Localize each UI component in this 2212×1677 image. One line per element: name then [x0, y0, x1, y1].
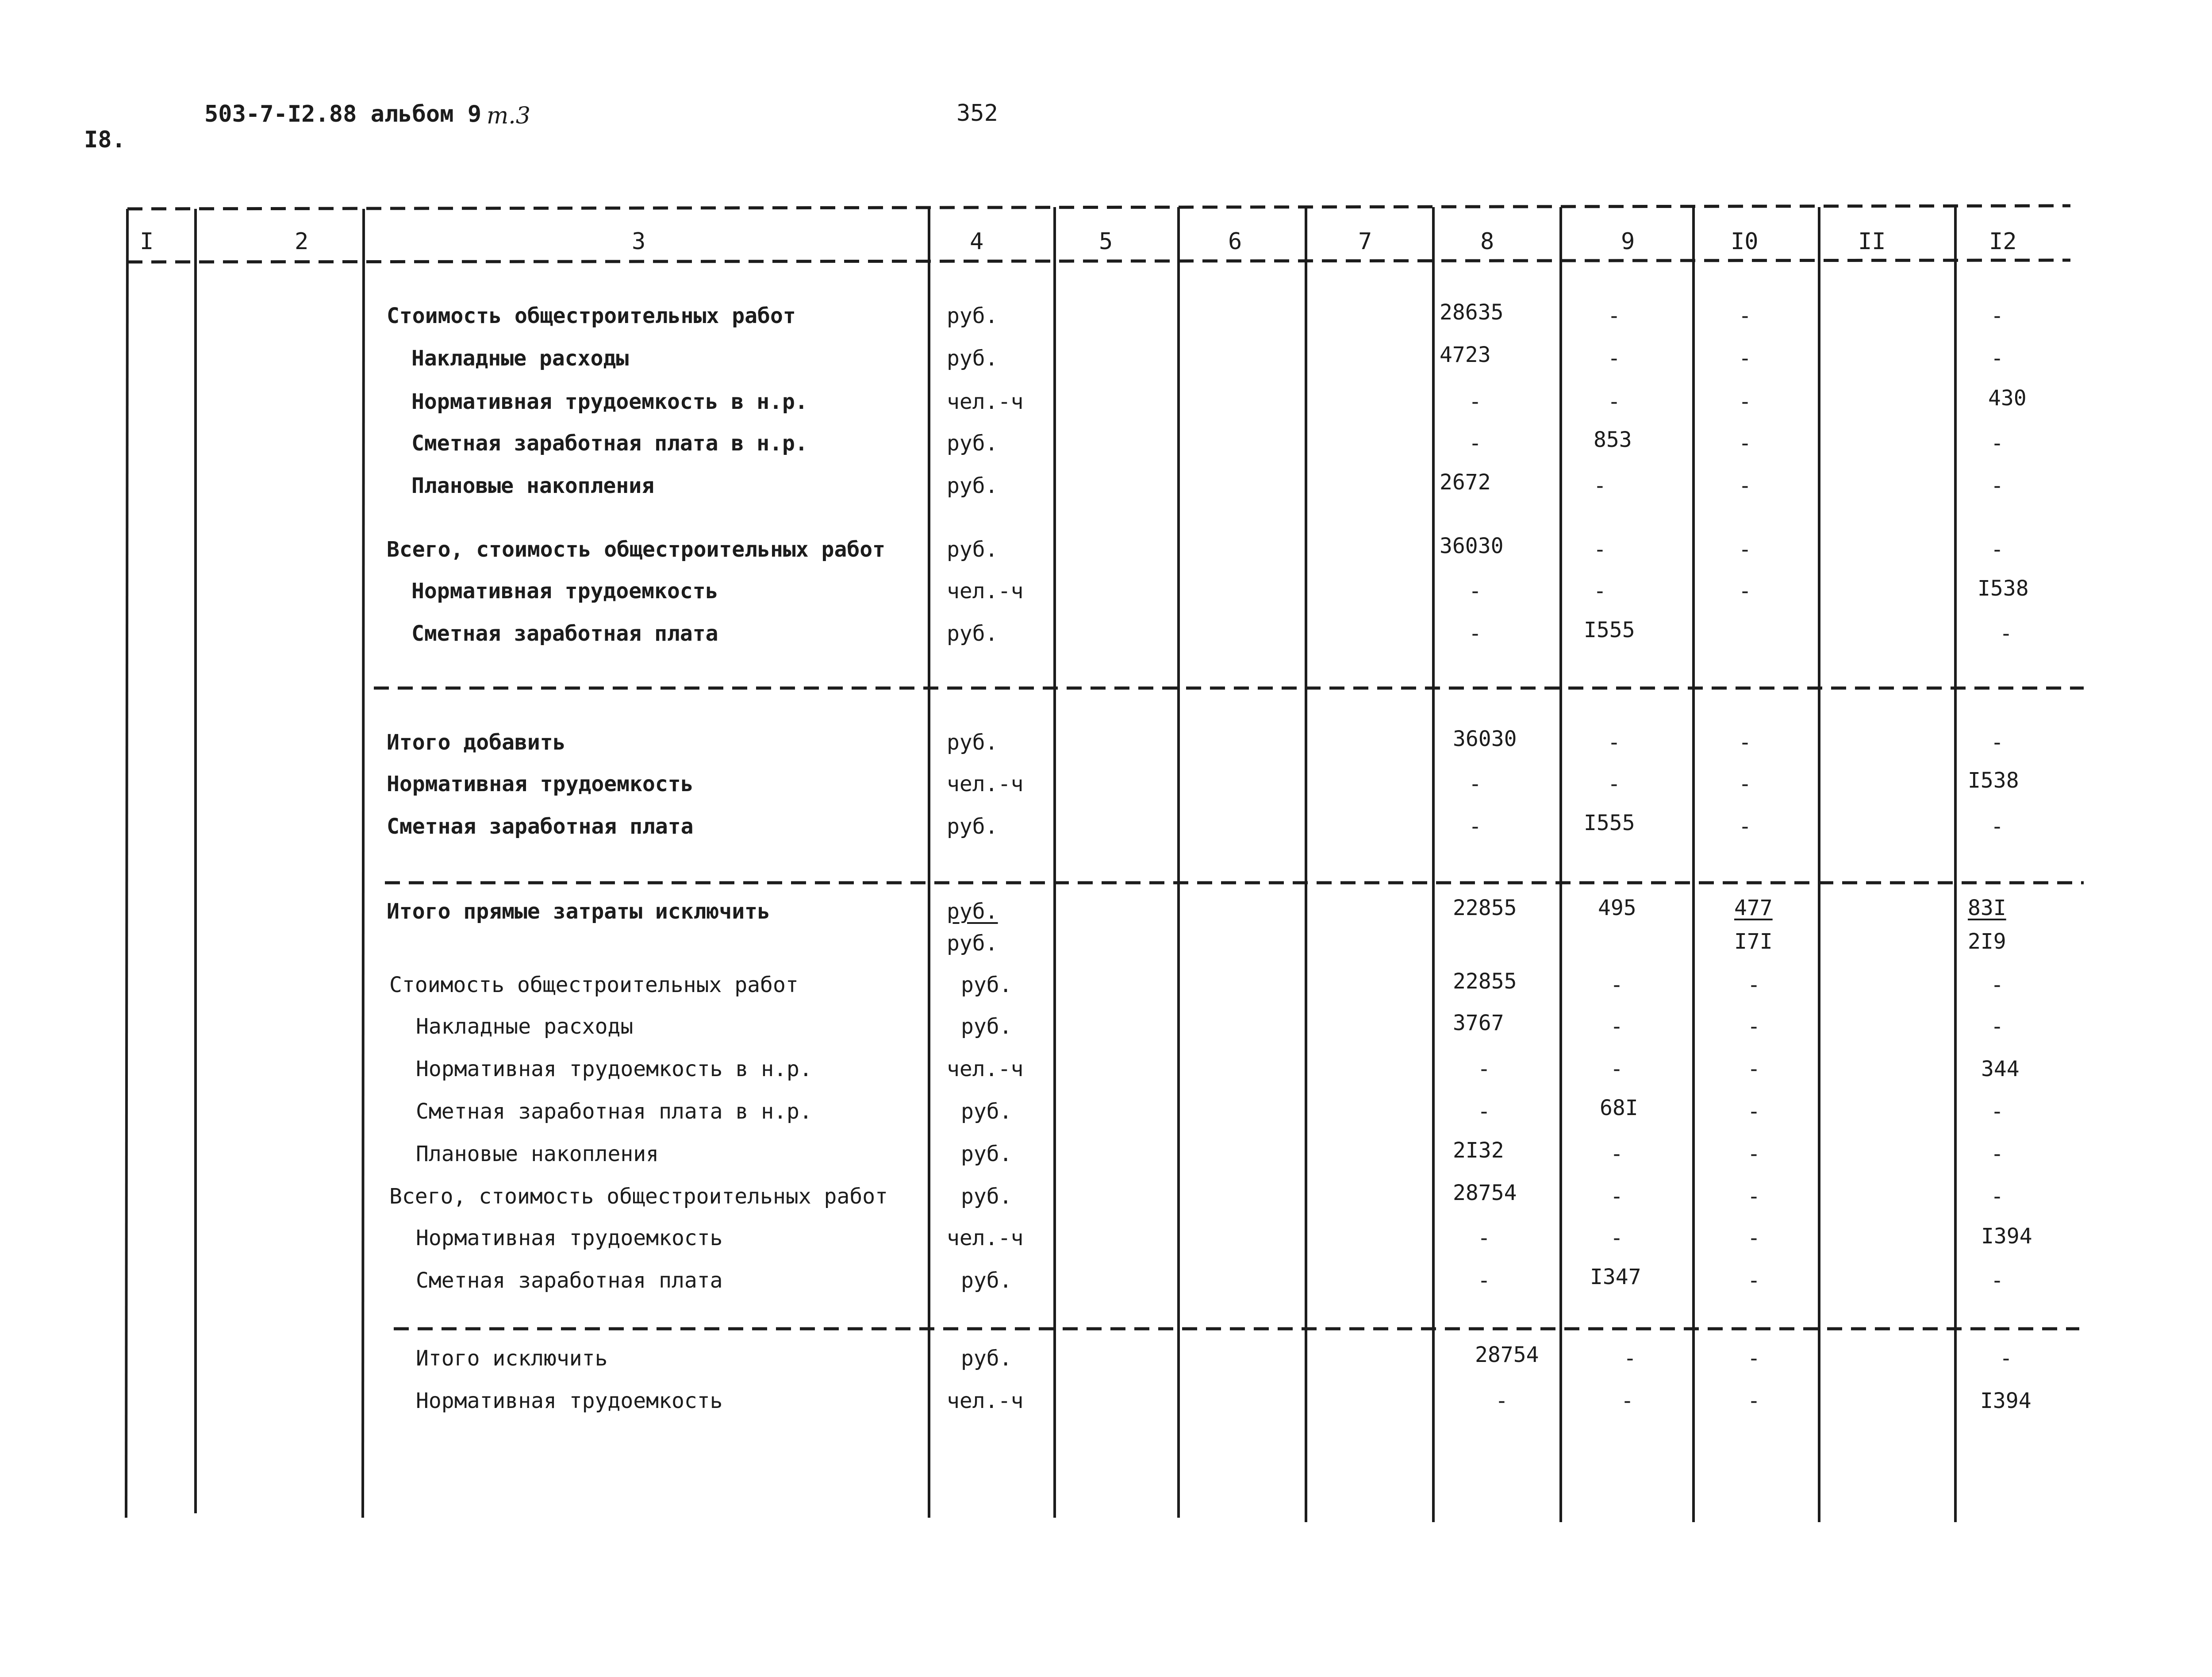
value-cell-12: -	[1991, 730, 2004, 755]
unit-cell: руб.	[961, 1014, 1012, 1039]
column-header-1: I	[140, 228, 154, 255]
value-cell-12: -	[1991, 346, 2004, 371]
unit-cell: руб.	[947, 537, 998, 562]
row-label: Плановые накопления	[416, 1142, 659, 1166]
value-cell-12: -	[1991, 537, 2004, 562]
value-cell-8: 2672	[1440, 470, 1491, 495]
value-cell-10: -	[1747, 1268, 1760, 1293]
column-header-5: 5	[1099, 228, 1113, 255]
value-cell-10: -	[1739, 473, 1751, 498]
column-header-7: 7	[1358, 228, 1372, 255]
value-cell-8: -	[1478, 1057, 1490, 1081]
value-cell-8: 2I32	[1453, 1138, 1504, 1163]
value-cell-12: I394	[1981, 1224, 2032, 1249]
column-header-9: 9	[1621, 228, 1635, 255]
row-label: Плановые накопления	[411, 473, 655, 498]
value-cell-12: -	[2000, 1346, 2012, 1371]
unit-cell: руб.	[961, 1268, 1012, 1293]
value-cell-9: -	[1594, 537, 1606, 562]
unit-cell: чел.-ч	[947, 1389, 1024, 1413]
value-cell-9: I555	[1584, 811, 1635, 835]
page-mark: I8.	[84, 127, 126, 153]
handwritten-note: т.3	[487, 103, 530, 129]
document-code: 503-7-I2.88 альбом 9	[204, 101, 482, 127]
column-header-12: I2	[1989, 228, 2017, 255]
value-cell-8: -	[1478, 1226, 1490, 1250]
row-label: Итого исключить	[416, 1346, 608, 1371]
value-cell-8: 3767	[1453, 1011, 1504, 1035]
row-label: Итого прямые затраты исключить	[387, 899, 770, 924]
unit-cell-denominator: руб.	[947, 931, 998, 956]
value-cell-12: 344	[1981, 1057, 2020, 1081]
unit-cell: чел.-ч	[947, 389, 1024, 414]
value-cell-8: -	[1469, 431, 1482, 456]
value-cell-8: -	[1469, 389, 1482, 414]
column-header-6: 6	[1228, 228, 1242, 255]
unit-cell: чел.-ч	[947, 579, 1024, 604]
unit-cell: руб.	[961, 1346, 1012, 1371]
value-cell-10: -	[1747, 1099, 1760, 1124]
value-cell-10: -	[1739, 389, 1751, 414]
row-label: Сметная заработная плата в н.р.	[411, 431, 808, 456]
value-cell-12: -	[1991, 1268, 2004, 1293]
value-cell-10: -	[1739, 579, 1751, 604]
value-cell-9: -	[1610, 1184, 1623, 1209]
value-cell-9: -	[1608, 389, 1621, 414]
row-label: Нормативная трудоемкость в н.р.	[416, 1057, 812, 1081]
row-label: Накладные расходы	[416, 1014, 634, 1039]
value-cell-12: -	[1991, 814, 2004, 839]
unit-cell: руб.	[961, 1099, 1012, 1124]
value-cell-9: 495	[1598, 896, 1636, 920]
row-label: Нормативная трудоемкость	[416, 1389, 723, 1413]
value-cell-9: -	[1621, 1389, 1634, 1413]
value-cell-10: -	[1747, 1226, 1760, 1250]
value-cell-9: -	[1608, 730, 1621, 755]
row-label: Сметная заработная плата в н.р.	[416, 1099, 812, 1124]
row-label: Нормативная трудоемкость	[416, 1226, 723, 1250]
column-header-10: I0	[1731, 228, 1759, 255]
row-label: Всего, стоимость общестроительных работ	[389, 1184, 888, 1209]
unit-cell: чел.-ч	[947, 1057, 1024, 1081]
value-cell-10: -	[1739, 772, 1751, 796]
value-cell-12: I538	[1968, 768, 2019, 793]
unit-cell: руб.	[961, 1142, 1012, 1166]
page-number: 352	[956, 100, 998, 127]
value-cell-9: -	[1610, 1142, 1623, 1166]
value-cell-8: 4723	[1440, 342, 1491, 367]
value-cell-8: -	[1478, 1268, 1490, 1293]
value-cell-9: -	[1610, 1057, 1623, 1081]
value-cell-8: 36030	[1440, 534, 1504, 558]
value-cell-8: 28635	[1440, 300, 1504, 325]
value-cell-10-denominator: I7I	[1734, 929, 1773, 954]
value-cell-8: -	[1469, 579, 1482, 604]
unit-cell-numerator: руб.	[947, 899, 998, 924]
value-cell-9: 853	[1594, 427, 1632, 452]
row-label: Нормативная трудоемкость	[411, 579, 718, 604]
column-header-11: II	[1858, 228, 1886, 255]
value-cell-12: -	[1991, 431, 2004, 456]
unit-cell: руб.	[961, 1184, 1012, 1209]
row-label: Стоимость общестроительных работ	[387, 304, 796, 328]
value-cell-10: -	[1739, 346, 1751, 371]
value-cell-10: -	[1747, 973, 1760, 997]
value-cell-10-numerator: 477	[1734, 896, 1773, 920]
value-cell-12: 430	[1988, 386, 2027, 411]
unit-cell: чел.-ч	[947, 1226, 1024, 1250]
row-label: Итого добавить	[387, 730, 566, 755]
value-cell-9: I347	[1590, 1265, 1641, 1289]
unit-cell: руб.	[947, 304, 998, 328]
value-cell-12: -	[1991, 1014, 2004, 1039]
unit-cell: руб.	[961, 973, 1012, 997]
row-label: Нормативная трудоемкость в н.р.	[411, 389, 808, 414]
row-label: Нормативная трудоемкость	[387, 772, 694, 796]
value-cell-9: -	[1610, 1014, 1623, 1039]
unit-cell: руб.	[947, 730, 998, 755]
column-header-8: 8	[1480, 228, 1494, 255]
value-cell-8: 22855	[1453, 896, 1517, 920]
row-label: Накладные расходы	[411, 346, 629, 371]
value-cell-8: 28754	[1453, 1181, 1517, 1205]
value-cell-8: -	[1469, 814, 1482, 839]
value-cell-9: -	[1608, 304, 1621, 328]
value-cell-9: -	[1610, 973, 1623, 997]
value-cell-8: -	[1469, 621, 1482, 646]
value-cell-8: 28754	[1475, 1342, 1539, 1367]
value-cell-9: -	[1608, 346, 1621, 371]
value-cell-9: -	[1608, 772, 1621, 796]
value-cell-12: -	[1991, 1099, 2004, 1124]
row-label: Стоимость общестроительных работ	[389, 973, 799, 997]
value-cell-9: 68I	[1600, 1096, 1638, 1120]
value-cell-10: -	[1739, 730, 1751, 755]
column-header-4: 4	[970, 228, 984, 255]
value-cell-12: -	[1991, 1142, 2004, 1166]
value-cell-10: -	[1747, 1346, 1760, 1371]
value-cell-10: -	[1739, 814, 1751, 839]
value-cell-10: -	[1747, 1389, 1760, 1413]
unit-cell: чел.-ч	[947, 772, 1024, 796]
value-cell-8: -	[1469, 772, 1482, 796]
unit-cell: руб.	[947, 621, 998, 646]
value-cell-9: -	[1610, 1226, 1623, 1250]
value-cell-8: 22855	[1453, 969, 1517, 994]
unit-cell: руб.	[947, 431, 998, 456]
value-cell-8: 36030	[1453, 727, 1517, 751]
value-cell-12-numerator: 83I	[1968, 896, 2006, 920]
value-cell-9: -	[1594, 579, 1606, 604]
value-cell-12-denominator: 2I9	[1968, 929, 2006, 954]
value-cell-10: -	[1739, 431, 1751, 456]
value-cell-9: -	[1624, 1346, 1636, 1371]
value-cell-10: -	[1747, 1057, 1760, 1081]
value-cell-12: I394	[1980, 1389, 2032, 1413]
value-cell-10: -	[1747, 1184, 1760, 1209]
value-cell-12: -	[2000, 621, 2012, 646]
value-cell-12: -	[1991, 473, 2004, 498]
unit-cell: руб.	[947, 346, 998, 371]
unit-cell: руб.	[947, 473, 998, 498]
value-cell-10: -	[1747, 1014, 1760, 1039]
value-cell-12: -	[1991, 973, 2004, 997]
value-cell-12: I538	[1978, 576, 2029, 601]
row-label: Сметная заработная плата	[411, 621, 718, 646]
value-cell-9: I555	[1584, 618, 1635, 642]
value-cell-10: -	[1747, 1142, 1760, 1166]
value-cell-8: -	[1478, 1099, 1490, 1124]
value-cell-9: -	[1594, 473, 1606, 498]
value-cell-8: -	[1495, 1389, 1508, 1413]
row-label: Всего, стоимость общестроительных работ	[387, 537, 886, 562]
row-label: Сметная заработная плата	[387, 814, 694, 839]
row-label: Сметная заработная плата	[416, 1268, 723, 1293]
value-cell-10: -	[1739, 537, 1751, 562]
column-header-3: 3	[632, 228, 646, 255]
value-cell-12: -	[1991, 304, 2004, 328]
value-cell-12: -	[1991, 1184, 2004, 1209]
value-cell-10: -	[1739, 304, 1751, 328]
unit-cell: руб.	[947, 814, 998, 839]
column-header-2: 2	[295, 228, 309, 255]
